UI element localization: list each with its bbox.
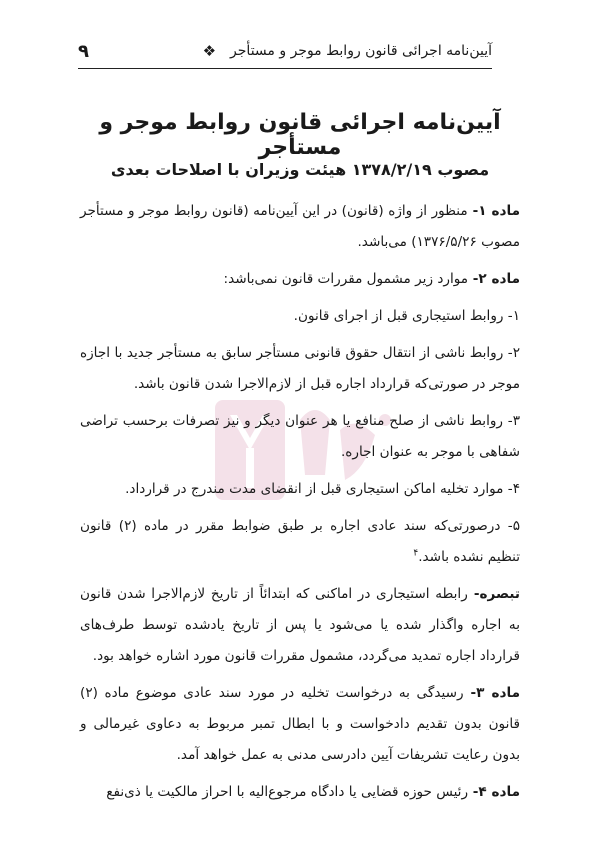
page-number: ۹ [78, 40, 89, 62]
article-3-label: ماده ۳- [463, 685, 521, 701]
article-2-text: موارد زیر مشمول مقررات قانون نمی‌باشد: [223, 271, 469, 287]
note-text: رابطه استیجاری در اماکنی که ابتدائاً از تاریخ لازم‌الاجرا شدن قانون به اجاره واگذار شده یا می‌شود یا پس از تاریخ یادشده توسط طرف‌های قرارداد اجاره تمدید می‌گردد، مشمول مقررات قانون مورد اشاره خواهد بود. [80, 586, 520, 664]
running-title: آیین‌نامه اجرائی قانون روابط موجر و مستأجر [230, 43, 492, 59]
footnote-marker: ۴ [413, 548, 419, 559]
list-item-5 [80, 511, 520, 573]
document-body [80, 196, 520, 814]
list-item: ۳- روابط ناشی از صلح منافع یا هر عنوان دیگر و نیز تصرفات برحسب تراضی شفاهی با موجر به عنوان اجاره. [80, 413, 520, 460]
page-header [78, 36, 492, 66]
header-divider [78, 68, 492, 69]
article-2 [80, 264, 520, 295]
article-2-label: ماده ۲- [468, 271, 520, 287]
article-1 [80, 196, 520, 258]
article-4-text: رئیس حوزه قضایی یا دادگاه مرجوع‌الیه با احراز مالکیت یا ذی‌نفع [106, 784, 469, 800]
article-3 [80, 678, 520, 771]
article-1-label: ماده ۱- [467, 203, 520, 219]
article-4 [80, 777, 520, 808]
document-title: آیین‌نامه اجرائی قانون روابط موجر و مستأجر [99, 110, 501, 160]
article-1-text: منظور از واژه (قانون) در این آیین‌نامه (قانون روابط موجر و مستأجر مصوب ۱۳۷۶/۵/۲۶) می‌باشد. [80, 203, 520, 250]
list-item-text: ۵- درصورتی‌که سند عادی اجاره بر طبق ضوابط مقرر در ماده (۲) قانون تنظیم نشده باشد. [80, 518, 520, 565]
note [80, 579, 520, 672]
list-item: ۴- موارد تخلیه اماکن استیجاری قبل از انقضای مدت مندرج در قرارداد. [125, 481, 520, 497]
article-4-label: ماده ۴- [468, 784, 520, 800]
list-item: ۱- روابط استیجاری قبل از اجرای قانون. [293, 308, 520, 324]
document-subtitle: مصوب ۱۳۷۸/۲/۱۹ هیئت وزیران با اصلاحات بعدی [110, 160, 490, 179]
note-label: تبصره- [467, 586, 520, 602]
article-3-text: رسیدگی به درخواست تخلیه در مورد سند عادی موضوع ماده (۲) قانون بدون تقدیم دادخواست و با ابطال تمبر مربوط به دعاوی غیرمالی و بدون رعایت تشریفات آیین دادرسی مدنی به عمل خواهد آمد. [80, 685, 520, 763]
ornament-icon: ❖ [202, 41, 217, 60]
list-item: ۲- روابط ناشی از انتقال حقوق قانونی مستأجر سابق به مستأجر جدید با اجازه موجر در صورتی‌که قرارداد اجاره قبل از لازم‌الاجرا شدن قانون باشد. [80, 345, 520, 392]
